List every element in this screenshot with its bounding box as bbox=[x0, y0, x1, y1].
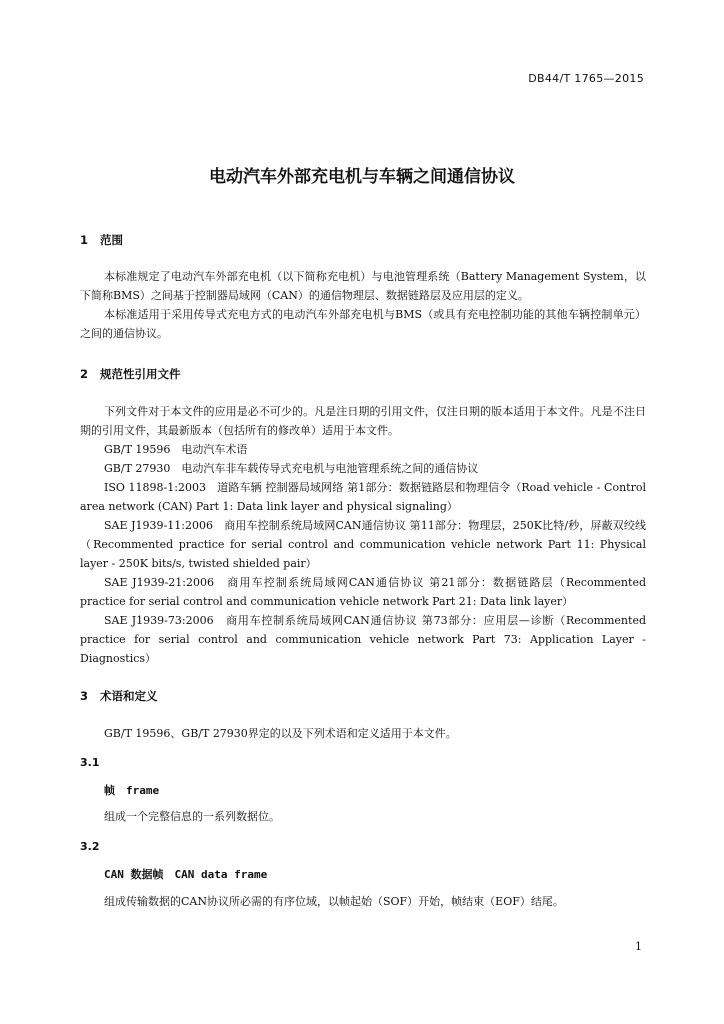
reference-item: SAE J1939-11:2006 商用车控制系统局域网CAN通信协议 第11部分：物理层，250K比特/秒，屏蔽双绞线（Recommented practice for serial control and communication vehicle network Part 11: Physical layer - 250K bits/s, twisted shielded pair） bbox=[80, 519, 646, 570]
term-number: 3.2 bbox=[80, 840, 100, 853]
reference-item: ISO 11898-1:2003 道路车辆 控制器局域网络 第1部分：数据链路层和物理信令（Road vehicle - Control area network (CAN) Part 1: Data link layer and physical signaling） bbox=[80, 481, 646, 513]
section-1-heading bbox=[80, 232, 123, 248]
document-title: 电动汽车外部充电机与车辆之间通信协议 bbox=[209, 167, 515, 187]
section-title: 规范性引用文件 bbox=[100, 367, 181, 381]
section-number: 2 bbox=[80, 367, 89, 381]
section-number: 1 bbox=[80, 233, 89, 247]
page-number: 1 bbox=[635, 940, 642, 953]
term-definition: 组成传输数据的CAN协议所必需的有序位域，以帧起始（SOF）开始，帧结束（EOF）结尾。 bbox=[104, 895, 564, 908]
scope-paragraph-2: 本标准适用于采用传导式充电方式的电动汽车外部充电机与BMS（或具有充电控制功能的其他车辆控制单元）之间的通信协议。 bbox=[80, 308, 646, 340]
section-2-heading bbox=[80, 366, 181, 382]
term-number: 3.1 bbox=[80, 756, 100, 769]
reference-item: SAE J1939-73:2006 商用车控制系统局域网CAN通信协议 第73部分：应用层—诊断（Recommented practice for serial control and communication vehicle network Part 73: Application Layer - Diagnostics） bbox=[80, 614, 646, 665]
term-name: 帧 frame bbox=[104, 784, 160, 797]
standard-number: DB44/T 1765—2015 bbox=[528, 72, 644, 85]
reference-item: GB/T 27930 电动汽车非车载传导式充电机与电池管理系统之间的通信协议 bbox=[104, 462, 479, 475]
terms-intro: GB/T 19596、GB/T 27930界定的以及下列术语和定义适用于本文件。 bbox=[104, 727, 457, 740]
section-title: 术语和定义 bbox=[100, 689, 158, 703]
term-definition: 组成一个完整信息的一系列数据位。 bbox=[104, 810, 280, 823]
section-3-heading bbox=[80, 688, 158, 704]
reference-item: SAE J1939-21:2006 商用车控制系统局域网CAN通信协议 第21部分：数据链路层（Recommented practice for serial control and communication vehicle network Part 21: Data link layer） bbox=[80, 576, 646, 608]
section-title: 范围 bbox=[100, 233, 123, 247]
scope-paragraph-1: 本标准规定了电动汽车外部充电机（以下简称充电机）与电池管理系统（Battery Management System，以下简称BMS）之间基于控制器局域网（CAN）的通信物理层、数据链路层及应用层的定义。 bbox=[80, 270, 646, 302]
reference-item: GB/T 19596 电动汽车术语 bbox=[104, 443, 248, 456]
section-number: 3 bbox=[80, 689, 89, 703]
term-name: CAN 数据帧 CAN data frame bbox=[104, 868, 268, 881]
references-intro: 下列文件对于本文件的应用是必不可少的。凡是注日期的引用文件，仅注日期的版本适用于本文件。凡是不注日期的引用文件，其最新版本（包括所有的修改单）适用于本文件。 bbox=[80, 405, 646, 437]
